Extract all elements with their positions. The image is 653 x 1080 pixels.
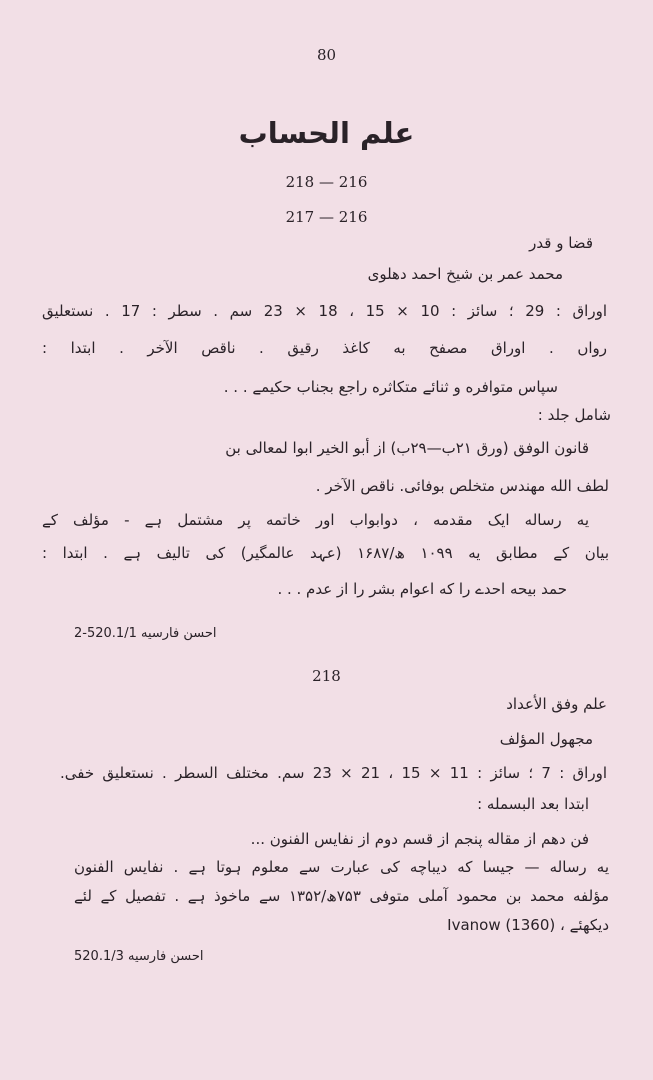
entry2-note-line2: مؤلفه محمد بن محمود آملی متوفی ۷۵۳ھ/۱۳۵۲ سے ماخوذ ہے . تفصیل کے لئے bbox=[74, 887, 610, 905]
page-number: 80 bbox=[316, 46, 337, 64]
entry1-author: محمد عمر بن شیخ احمد دھلوی bbox=[367, 265, 563, 283]
entry1-incipit2: حمد بیحه احدے را که اعوام بشر را از عدم . . . bbox=[277, 580, 567, 598]
entry1-note-line2: بیان کے مطابق یه ۱۰۹۹ ھ/۱۶۸۷ (عہد عالمگیر) کی تالیف ہے . ابتدا : bbox=[42, 544, 609, 562]
entry2-incipit: فن دهم از مقاله پنجم از قسم دوم از نفایس الفنون ... bbox=[250, 830, 589, 848]
entry2-note-line1: یه رساله — جیسا که دیباچه کی عبارت سے معلوم ہوتا ہے . نفایس الفنون bbox=[74, 858, 609, 876]
entry1-description-line2: رواں . اوراق مصفح به کاغذ رقیق . ناقص الآخر . ابتدا : bbox=[42, 339, 607, 357]
entry1-incipit: سپاس متوافره و ثنائے متکاثره راجع بجناب حکیمے . . . bbox=[223, 378, 558, 396]
entry2-begin-label: ابتدا بعد البسمله : bbox=[477, 795, 589, 813]
entry1-note-line1: یه رساله ایک مقدمه ، دوابواب اور خاتمه پر مشتمل ہے - مؤلف کے bbox=[42, 511, 589, 529]
entry1-bound-line1: قانون الوفق (ورق ۲۱ب—۲۹ب) از أبو الخیر ابوا لمعالی بن bbox=[225, 439, 589, 457]
folio-range-2: 217 — 216 bbox=[285, 208, 368, 226]
entry2-note-line3: دیکھئے ، Ivanow (1360) bbox=[447, 916, 609, 934]
section-number: 218 bbox=[312, 667, 341, 685]
folio-range-1: 218 — 216 bbox=[285, 173, 368, 191]
entry2-description: اوراق : 7 ؛ سائز : 11 × 15 ، 21 × 23 سم. مختلف السطر . نستعلیق خفی. bbox=[60, 764, 608, 782]
entry2-author: مجهول المؤلف bbox=[499, 730, 593, 748]
entry1-reference: احسن فارسیه 520.1/1-2 bbox=[74, 626, 217, 641]
entry2-reference: احسن فارسیه 520.1/3 bbox=[74, 949, 204, 964]
section-title: علم الحساب bbox=[238, 116, 415, 150]
entry2-title: علم وفق الأعداد bbox=[506, 695, 607, 713]
entry1-description-line1: اوراق : 29 ؛ سائز : 10 × 15 ، 18 × 23 سم . سطر : 17 . نستعلیق bbox=[42, 302, 607, 320]
entry1-bound-line2: لطف الله مهندس متخلص بوفائی. ناقص الآخر . bbox=[315, 477, 609, 495]
entry1-subject: قضا و قدر bbox=[529, 234, 593, 252]
entry1-bound-label: شامل جلد : bbox=[537, 406, 611, 424]
